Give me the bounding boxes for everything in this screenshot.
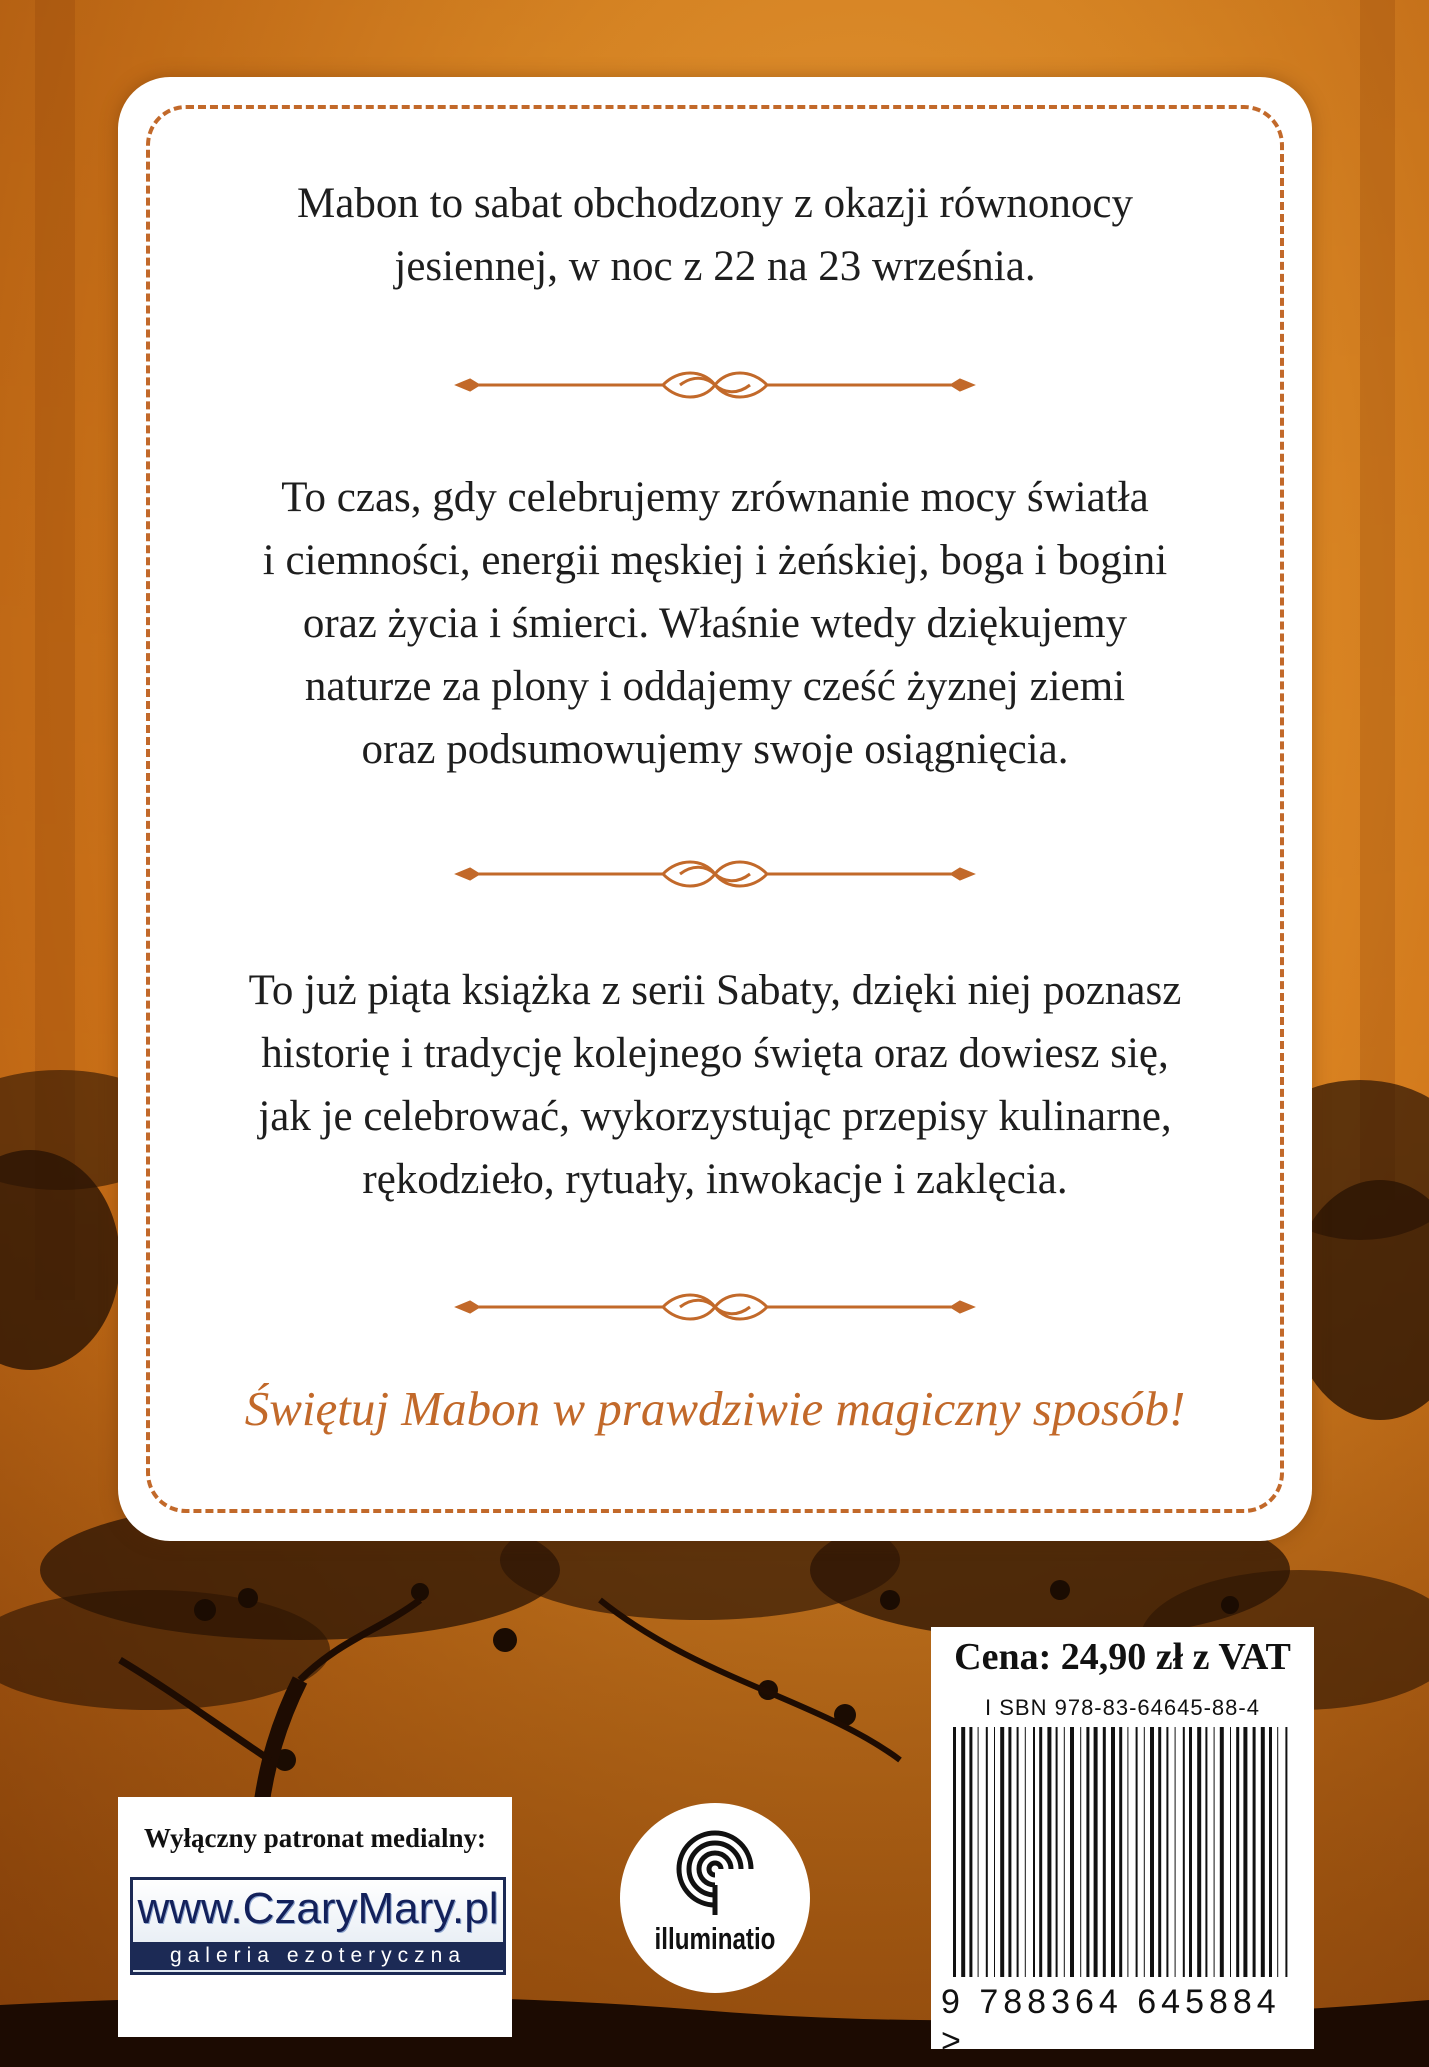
labyrinth-icon [663, 1825, 767, 1921]
publisher-name: illuminatio [654, 1921, 776, 1956]
ornament-divider [448, 365, 982, 405]
czarymary-subtitle: galeria ezoteryczna [133, 1942, 503, 1970]
description-card [118, 77, 1312, 1541]
czarymary-url: www.CzaryMary.pl [137, 1884, 499, 1933]
paragraph-line: oraz podsumowujemy swoje osiągnięcia. [361, 726, 1069, 773]
price-isbn-box [931, 1627, 1314, 2060]
czarymary-logo [130, 1877, 506, 1975]
paragraph-series [178, 959, 1252, 1211]
isbn-label: I SBN 978-83-64645-88-4 [985, 1695, 1260, 1720]
paragraph-celebration [178, 466, 1252, 781]
paragraph-line: jesiennej, w noc z 22 na 23 września. [394, 243, 1036, 290]
paragraph-line: historię i tradycję kolejnego święta oraz dowiesz się, [261, 1030, 1169, 1077]
price-label: Cena: 24,90 zł z VAT [954, 1636, 1291, 1678]
paragraph-line: rękodzieło, rytuały, inwokacje i zaklęcia. [362, 1156, 1068, 1203]
paragraph-line: naturze za plony i oddajemy cześć żyznej ziemi [304, 663, 1126, 710]
ornament-divider [448, 1287, 982, 1327]
patronage-label: Wyłączny patronat medialny: [144, 1823, 486, 1853]
paragraph-line: To już piąta książka z serii Sabaty, dzięki niej poznasz [248, 967, 1182, 1014]
barcode [949, 1727, 1295, 1977]
publisher-logo [620, 1803, 810, 1993]
media-patronage-box [118, 1797, 512, 2037]
paragraph-line: Mabon to sabat obchodzony z okazji równonocy [297, 180, 1133, 227]
paragraph-line: i ciemności, energii męskiej i żeńskiej, boga i bogini [262, 537, 1168, 584]
barcode-number: 9 788364 645884 > [941, 1983, 1281, 2060]
paragraph-line: To czas, gdy celebrujemy zrównanie mocy światła [281, 474, 1149, 521]
ornament-divider [448, 854, 982, 894]
paragraph-line: oraz życia i śmierci. Właśnie wtedy dziękujemy [302, 600, 1128, 647]
paragraph-line: jak je celebrować, wykorzystując przepisy kulinarne, [258, 1093, 1172, 1140]
slogan: Świętuj Mabon w prawdziwie magiczny sposób! [244, 1381, 1186, 1436]
paragraph-intro [178, 172, 1252, 298]
